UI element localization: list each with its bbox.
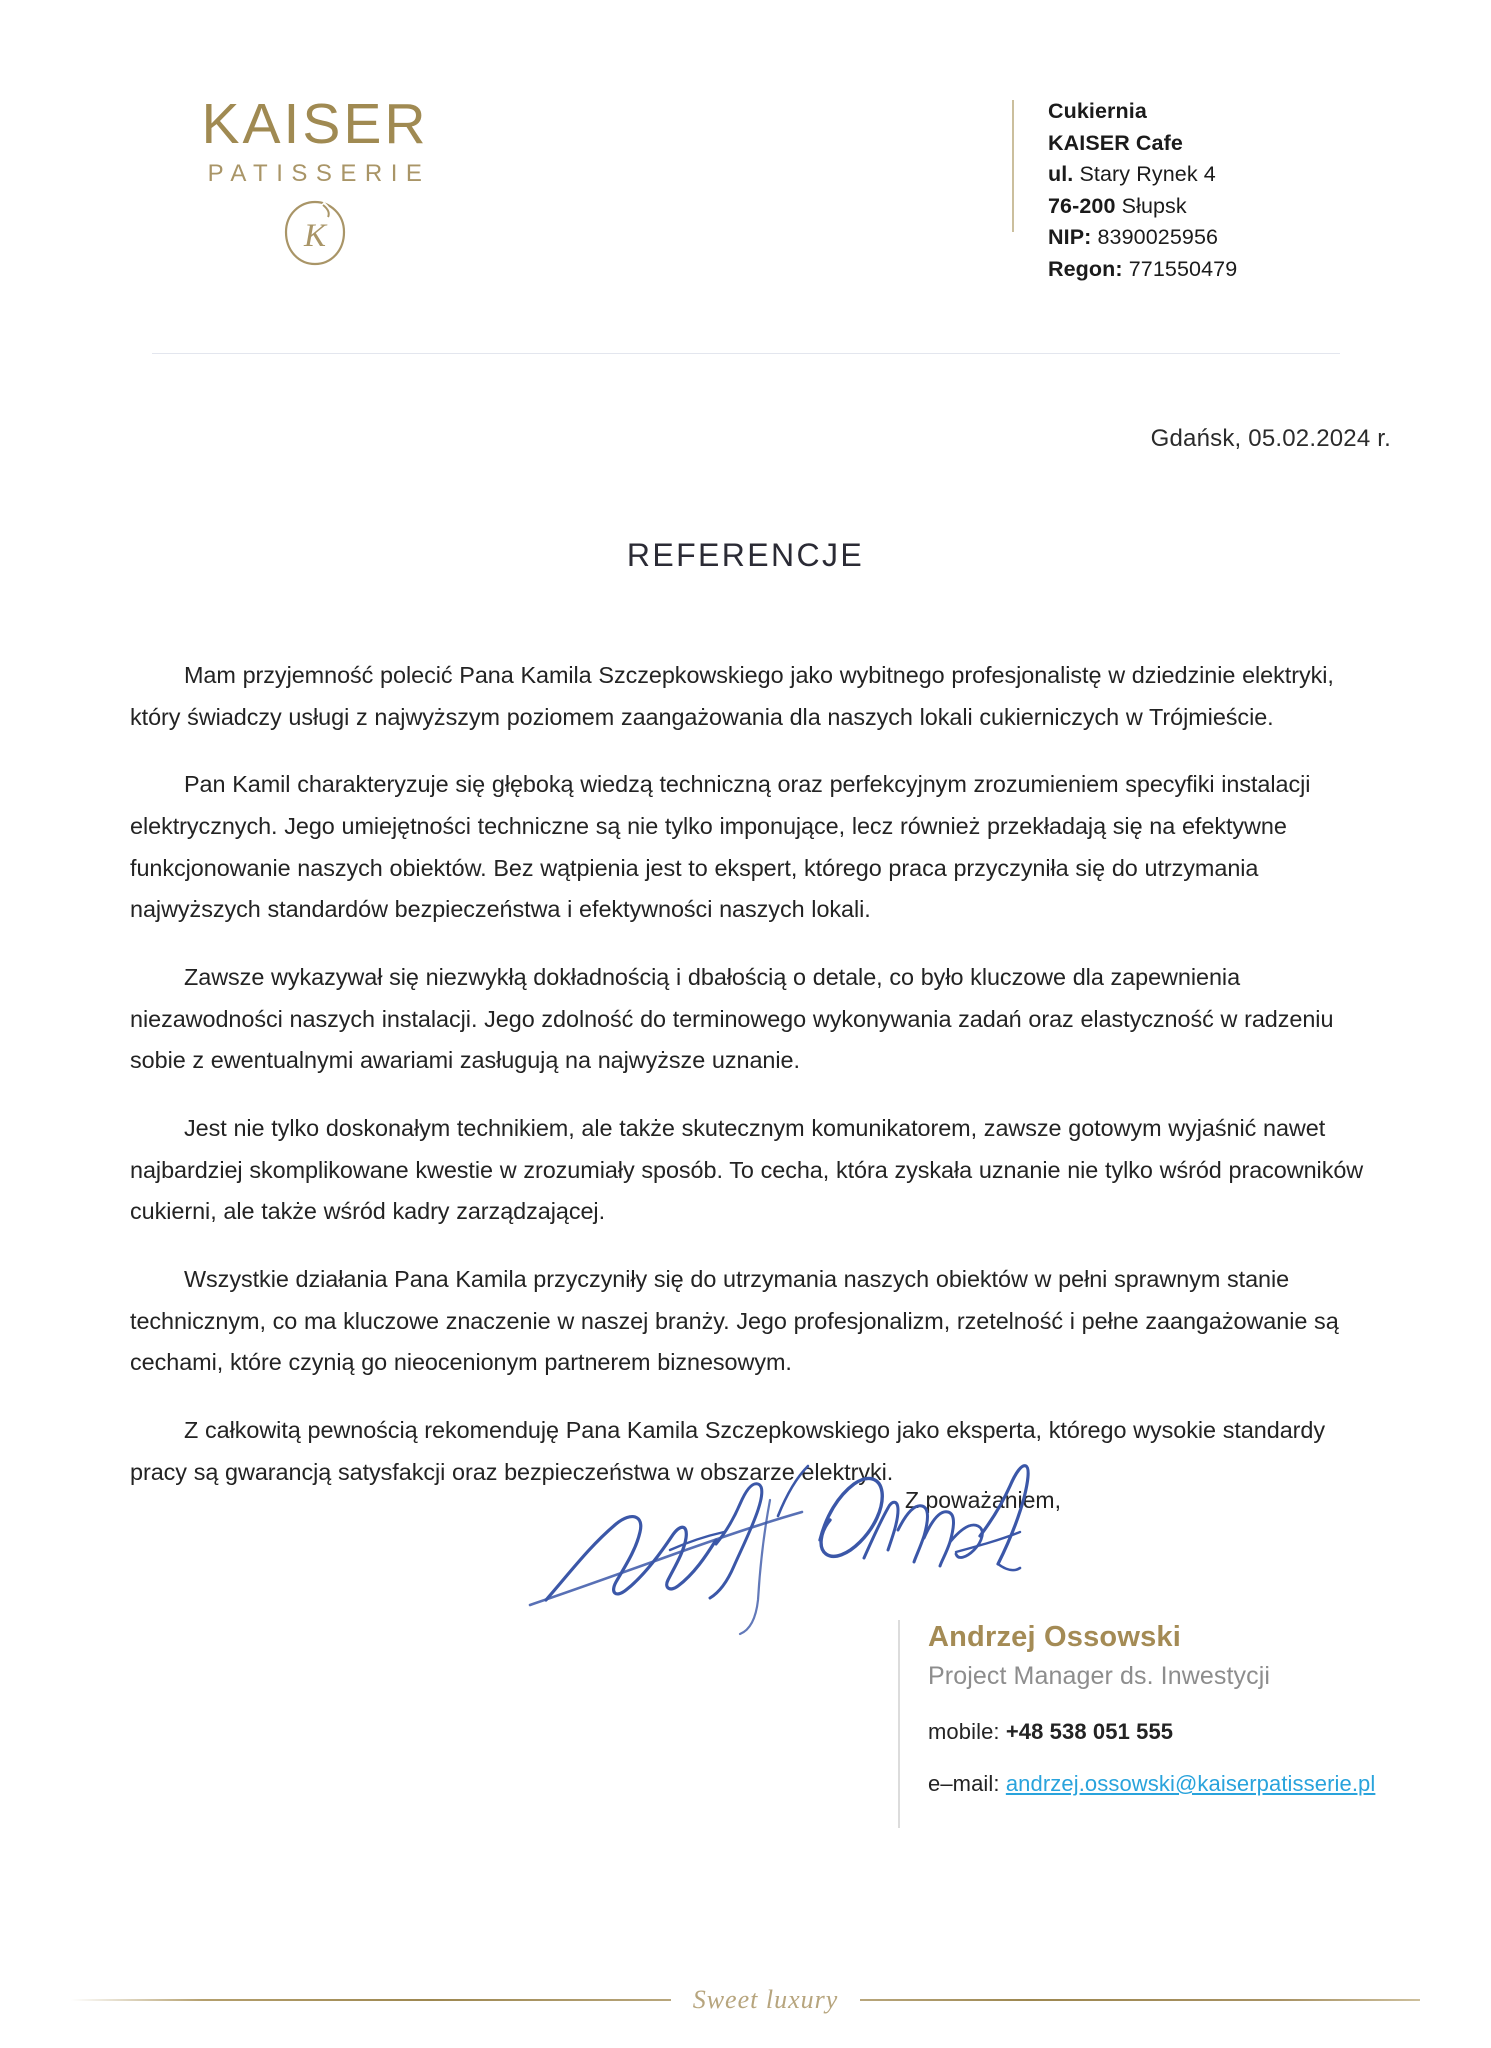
contact-regon-value: 771550479 (1128, 256, 1238, 281)
signatory-phone (928, 1719, 1375, 1745)
contact-postal-code: 76-200 (1048, 193, 1116, 218)
body-paragraph: Pan Kamil charakteryzuje się głęboką wiedzą techniczną oraz perfekcyjnym zrozumieniem specyfiki instalacji elektrycznych. Jego umiejętności techniczne są nie tylko imponujące, lecz również przekładają się na efektywne funkcjonowanie naszych obiektów. Bez wątpienia jest to ekspert, którego praca przyczyniła się do utrzymania najwyższych standardów bezpieczeństwa i efektywności naszych lokali. (130, 771, 1311, 923)
footer-rule-left (71, 1999, 671, 2001)
body-paragraph: Z całkowitą pewnością rekomenduję Pana Kamila Szczepkowskiego jako eksperta, którego wysokie standardy pracy są gwarancją satysfakcji oraz bezpieczeństwa w obszarze elektryki. (130, 1416, 1326, 1485)
company-contact-block (1048, 96, 1237, 286)
signature-details (898, 1620, 1375, 1828)
email-label: e–mail: (928, 1770, 1000, 1796)
logo-subtitle: PATISSERIE (207, 160, 431, 187)
letterhead (0, 92, 1491, 286)
header-vertical-divider (1012, 100, 1014, 232)
page-footer (0, 1985, 1491, 2015)
contact-company-name: KAISER Cafe (1048, 130, 1183, 155)
contact-line-company-name (1048, 128, 1237, 160)
contact-line-nip (1048, 222, 1237, 254)
signatory-role: Project Manager ds. Inwestycji (928, 1661, 1271, 1690)
signatory-email (928, 1771, 1375, 1797)
contact-line-company-type (1048, 96, 1237, 128)
phone-value: +48 538 051 555 (1005, 1718, 1174, 1744)
date-line: Gdańsk, 05.02.2024 r. (1150, 425, 1391, 452)
letter-body (130, 655, 1382, 1519)
contact-street-label: ul. (1048, 162, 1074, 187)
signatory-name: Andrzej Ossowski (928, 1621, 1181, 1653)
svg-text:K: K (303, 218, 327, 254)
footer-tagline: Sweet luxury (692, 1985, 839, 2014)
phone-label: mobile: (928, 1718, 1000, 1744)
contact-line-regon (1048, 254, 1237, 286)
page-title: REFERENCJE (626, 537, 865, 573)
contact-line-street (1048, 159, 1237, 191)
email-link[interactable]: andrzej.ossowski@kaiserpatisserie.pl (1005, 1770, 1376, 1796)
contact-city: Słupsk (1121, 193, 1187, 218)
contact-nip-value: 8390025956 (1097, 225, 1219, 250)
body-paragraph: Zawsze wykazywał się niezwykłą dokładnością i dbałością o detale, co było kluczowe dla zapewnienia niezawodności naszych instalacji. Jego zdolność do terminowego wykonywania zadań oraz elastyczność w radzeniu sobie z ewentualnymi awariami zasługują na najwyższe uznanie. (130, 963, 1334, 1074)
brand-logo (150, 92, 480, 270)
contact-nip-label: NIP: (1048, 225, 1092, 250)
body-paragraph: Mam przyjemność polecić Pana Kamila Szczepkowskiego jako wybitnego profesjonalistę w dziedzinie elektryki, który świadczy usługi z najwyższym poziomem zaangażowania dla naszych lokali cukierniczych w Trójmieście. (130, 662, 1334, 730)
logo-emblem (150, 196, 480, 270)
contact-company-type: Cukiernia (1048, 99, 1147, 123)
closing-salutation: Z poważaniem, (905, 1487, 1061, 1513)
contact-line-city (1048, 191, 1237, 223)
contact-regon-label: Regon: (1048, 256, 1123, 281)
footer-rule-right (860, 1999, 1420, 2001)
contact-street-value: Stary Rynek 4 (1079, 162, 1216, 187)
body-paragraph: Wszystkie działania Pana Kamila przyczyniły się do utrzymania naszych obiektów w pełni sprawnym stanie technicznym, co ma kluczowe znaczenie w naszej branży. Jego profesjonalizm, rzetelność i pełne zaangażowanie są cechami, które czynią go nieocenionym partnerem biznesowym. (130, 1265, 1339, 1376)
logo-wordmark: KAISER (201, 92, 429, 156)
body-paragraph: Jest nie tylko doskonałym technikiem, ale także skutecznym komunikatorem, zawsze gotowym wyjaśnić nawet najbardziej skomplikowane kwestie w zrozumiały sposób. To cecha, która zyskała uznanie nie tylko wśród pracowników cukierni, ale także wśród kadry zarządzającej. (130, 1114, 1364, 1225)
header-horizontal-rule (152, 353, 1340, 354)
